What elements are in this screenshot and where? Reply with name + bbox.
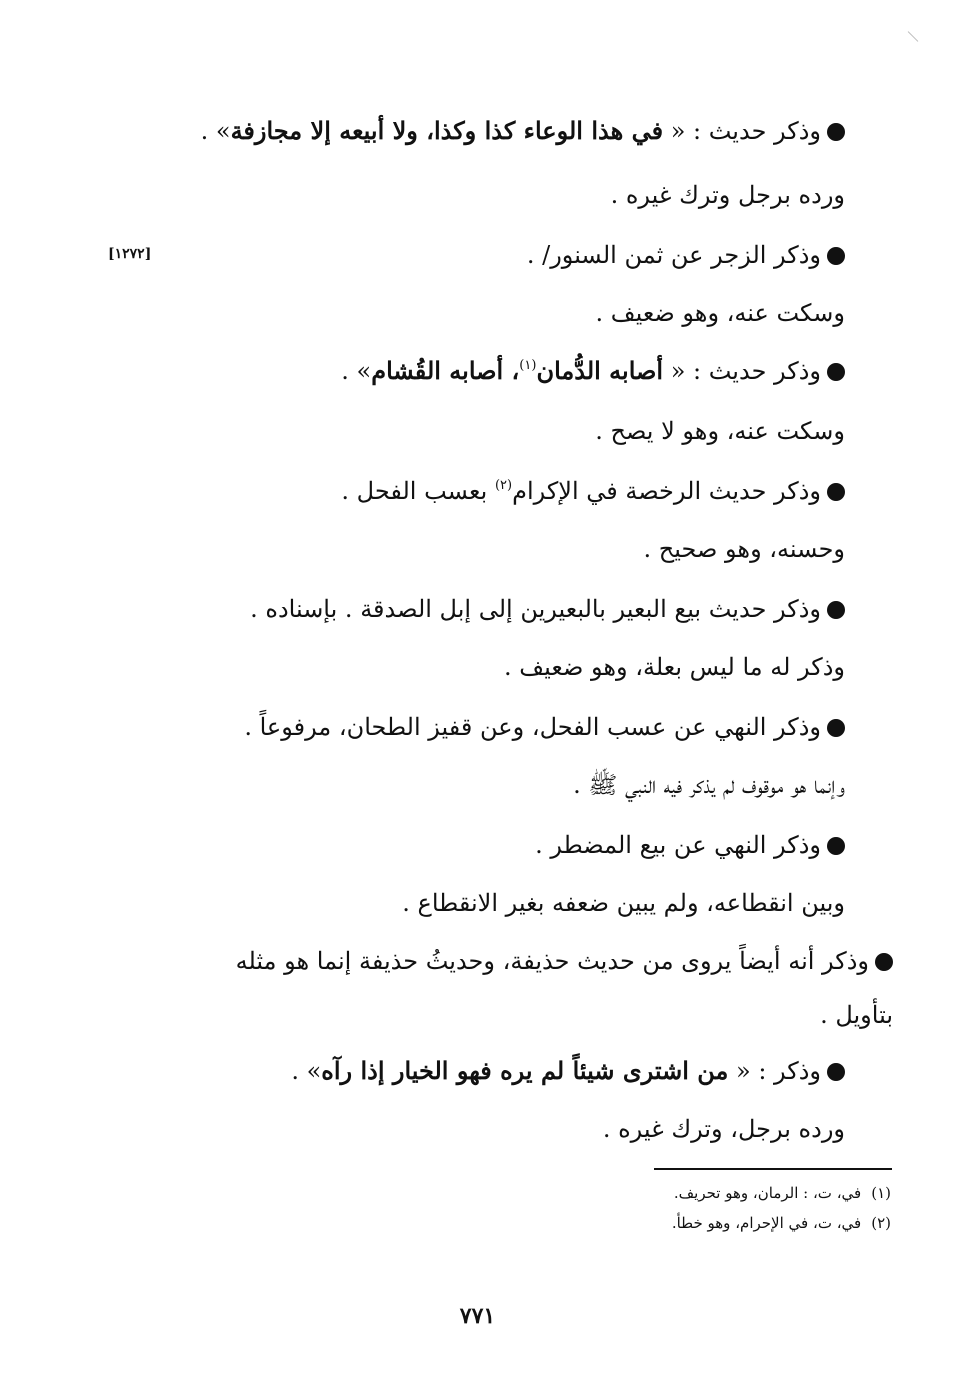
entry-text-end: » . xyxy=(341,357,372,385)
entry-text: وذكر حديث : « xyxy=(663,117,821,145)
footnote-marker-1: (١) xyxy=(519,358,537,373)
entry-text-end: » . xyxy=(200,117,231,145)
comment-line-10: وذكر له ما ليس بعلة، وهو ضعيف . xyxy=(504,653,845,681)
comment-line-14: وبين انقطاعه، ولم يبين ضعفه بغير الانقطاع . xyxy=(402,889,845,917)
entry-text: وذكر حديث الرخصة في الإكرام xyxy=(512,477,821,505)
continuation-line-16: بتأويل . xyxy=(820,1001,893,1029)
bullet-icon xyxy=(827,719,845,737)
footnote-1 xyxy=(674,1182,891,1204)
entry-text-end: » . xyxy=(291,1057,322,1085)
hadith-quote: أصابه الدُّمان xyxy=(536,356,664,385)
comment-line-18: ورده برجل، وترك غيره . xyxy=(602,1115,845,1143)
entry-line-1 xyxy=(201,114,845,148)
entry-text: وذكر النهي عن عسب الفحل، وعن قفيز الطحان، مرفوعاً . xyxy=(244,713,821,741)
footnote-text: في، ت، : الرمان، وهو تحريف. xyxy=(673,1184,862,1202)
bullet-icon xyxy=(827,483,845,501)
entry-line-3 xyxy=(527,238,845,272)
footnote-divider xyxy=(654,1168,892,1170)
entry-text: وذكر الزجر عن ثمن السنور/ . xyxy=(526,241,821,269)
entry-text: وذكر حديث بيع البعير بالبعيرين إلى إبل الصدقة . بإسناده . xyxy=(250,595,821,623)
page-number: ٧٧١ xyxy=(459,1303,496,1329)
bullet-icon xyxy=(827,247,845,265)
entry-line-9 xyxy=(250,592,845,626)
footnote-number: (١) xyxy=(871,1184,891,1202)
comment-line-8: وحسنه، وهو صحيح . xyxy=(643,535,845,563)
footnote-number: (٢) xyxy=(871,1214,891,1232)
entry-line-13 xyxy=(535,828,845,862)
entry-text: وذكر حديث : « xyxy=(663,357,821,385)
comment-line-2: ورده برجل وترك غيره . xyxy=(610,181,845,209)
entry-line-17 xyxy=(291,1054,845,1088)
scan-artifact xyxy=(908,31,919,42)
comment-line-6: وسكت عنه، وهو لا يصح . xyxy=(595,417,845,445)
footnote-text: في، ت، في الإحرام، وهو خطأ. xyxy=(671,1214,862,1232)
entry-line-15 xyxy=(236,944,893,978)
hadith-quote: في هذا الوعاء كذا وكذا، ولا أبيعه إلا مجازفة xyxy=(230,116,664,145)
hadith-quote: من اشترى شيئاً لم يره فهو الخيار إذا رآه xyxy=(321,1056,729,1085)
entry-text: وذكر النهي عن بيع المضطر . xyxy=(535,831,821,859)
comment-line-4: وسكت عنه، وهو ضعيف . xyxy=(595,299,845,327)
entry-line-5 xyxy=(341,354,845,388)
bullet-icon xyxy=(827,837,845,855)
bullet-icon xyxy=(827,601,845,619)
footnote-2 xyxy=(672,1212,891,1234)
entry-text: وذكر : « xyxy=(728,1057,821,1085)
entry-text: وذكر أنه أيضاً يروى من حديث حذيفة، وحديثُ حذيفة إنما هو مثله xyxy=(235,947,869,975)
bullet-icon xyxy=(827,1063,845,1081)
hadith-quote-cont: ، أصابه القُشام xyxy=(371,356,520,385)
footnote-marker-2: (٢) xyxy=(494,478,513,493)
bullet-icon xyxy=(827,363,845,381)
entry-line-11 xyxy=(244,710,845,744)
comment-line-12: وإنما هو موقوف لم يذكر فيه النبي ﷺ . xyxy=(573,771,845,799)
bullet-icon xyxy=(875,953,893,971)
bullet-icon xyxy=(827,123,845,141)
margin-reference-number: [١٢٧٢] xyxy=(108,246,152,262)
entry-text-end: بعسب الفحل . xyxy=(341,477,495,505)
entry-line-7 xyxy=(341,474,845,508)
